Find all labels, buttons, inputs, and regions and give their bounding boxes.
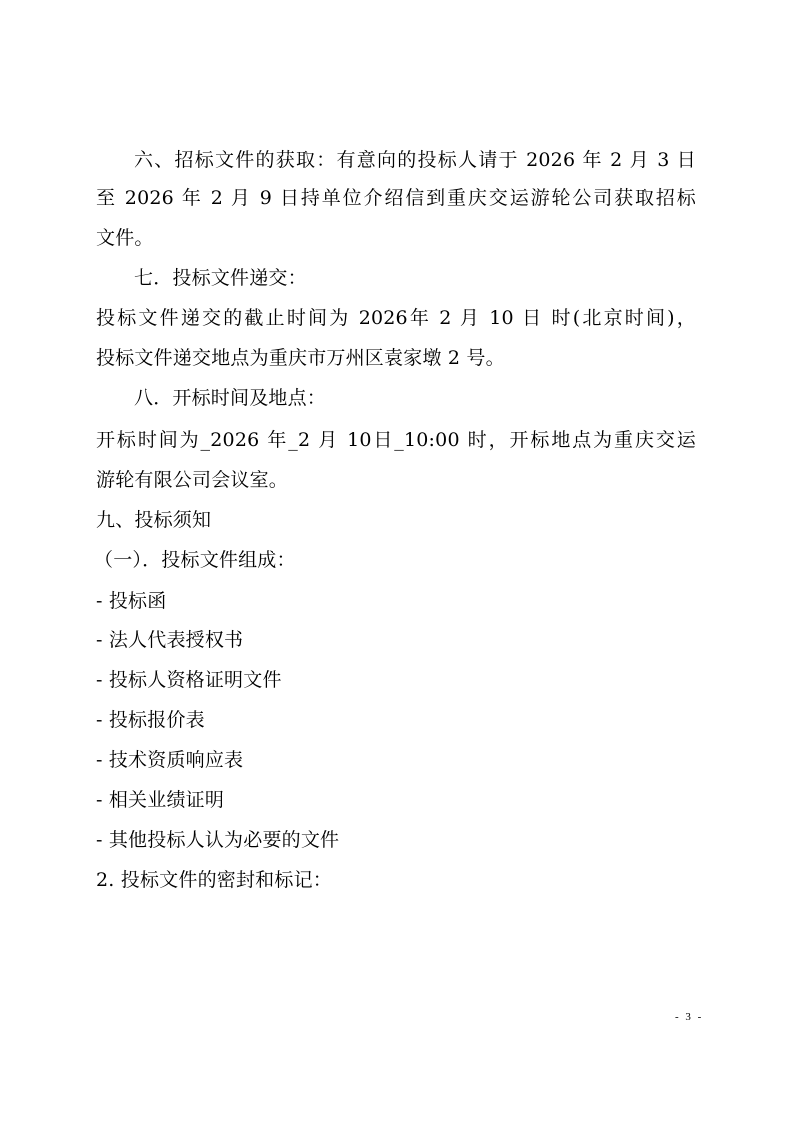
section7-heading: 七．投标文件递交： [134, 267, 307, 289]
page-number: - 3 - [675, 1011, 704, 1023]
section9-sub1-heading: （一）．投标文件组成： [94, 549, 296, 571]
section6-line1: 六、招标文件的获取：有意向的投标人请于 2026 年 2 月 3 日 [134, 149, 696, 171]
section8-line1: 开标时间为_2026 年_2 月 10日_10:00 时，开标地点为重庆交运 [96, 429, 696, 451]
section8-line2: 游轮有限公司会议室。 [96, 469, 289, 491]
list-item: - 投标函 [96, 590, 167, 612]
list-item: - 投标报价表 [96, 709, 205, 731]
section6-line3: 文件。 [96, 227, 154, 249]
list-item: - 相关业绩证明 [96, 789, 225, 811]
section7-line2: 投标文件递交地点为重庆市万州区袁家墩 2 号。 [96, 347, 505, 369]
section6-line2: 至 2026 年 2 月 9 日持单位介绍信到重庆交运游轮公司获取招标 [96, 187, 696, 209]
section8-heading: 八．开标时间及地点： [134, 387, 327, 409]
list-item: - 投标人资格证明文件 [96, 669, 282, 691]
list-item: - 法人代表授权书 [96, 629, 244, 651]
section9-sub2-heading: 2. 投标文件的密封和标记： [96, 869, 332, 891]
list-item: - 其他投标人认为必要的文件 [96, 829, 340, 851]
section9-heading: 九、投标须知 [96, 509, 212, 531]
section7-line1: 投标文件递交的截止时间为 2026年 2 月 10 日 时(北京时间)， [96, 307, 696, 329]
list-item: - 技术资质响应表 [96, 749, 244, 771]
